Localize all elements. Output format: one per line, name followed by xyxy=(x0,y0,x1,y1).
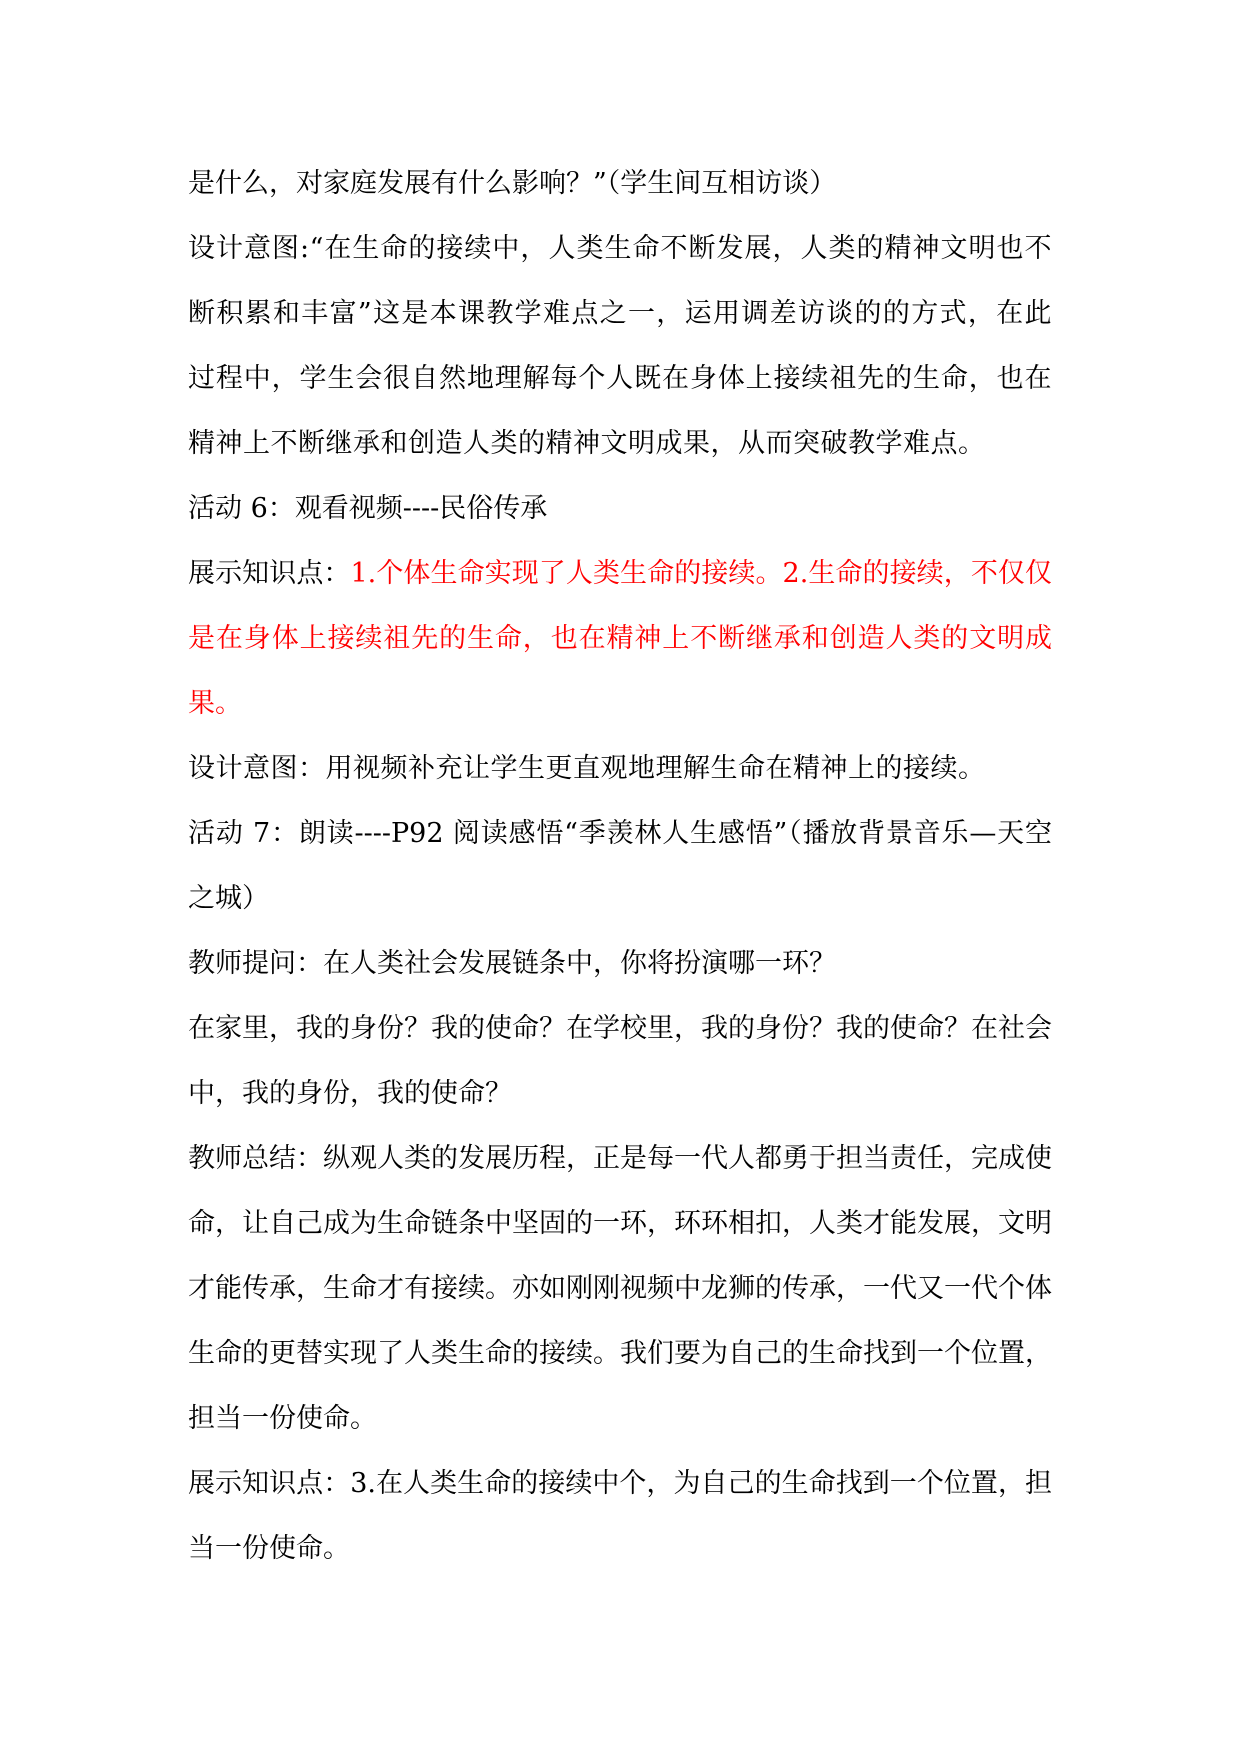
paragraph-teacher-summary: 教师总结：纵观人类的发展历程，正是每一代人都勇于担当责任，完成使命，让自己成为生命链条中坚固的一环，环环相扣，人类才能发展，文明才能传承，生命才有接续。亦如刚刚视频中龙狮的传承，一代又一代个体生命的更替实现了人类生命的接续。我们要为自己的生命找到一个位置，担当一份使命。 xyxy=(188,1143,1052,1434)
paragraph-teacher-question: 教师提问：在人类社会发展链条中，你将扮演哪一环？ xyxy=(188,948,836,979)
paragraph-design-intent-video: 设计意图：用视频补充让学生更直观地理解生命在精神上的接续。 xyxy=(188,753,986,784)
paragraph-design-intent-interview: 设计意图:“在生命的接续中，人类生命不断发展，人类的精神文明也不断积累和丰富”这是本课教学难点之一，运用调差访谈的的方式，在此过程中，学生会很自然地理解每个人既在身体上接续祖先的生命，也在精神上不断继承和创造人类的精神文明成果，从而突破教学难点。 xyxy=(188,233,1052,459)
paragraph-knowledge-points-1-2 xyxy=(188,541,1052,736)
paragraph-interview-question: 是什么，对家庭发展有什么影响？”（学生间互相访谈） xyxy=(188,168,837,199)
paragraph-activity-6: 活动 6：观看视频----民俗传承 xyxy=(188,493,548,524)
paragraph-activity-7: 活动 7：朗读----P92 阅读感悟“季羡林人生感悟”（播放背景音乐—天空之城） xyxy=(188,818,1052,914)
knowledge-label: 展示知识点： xyxy=(188,558,351,589)
knowledge-highlight: 1.个体生命实现了人类生命的接续。2.生命的接续，不仅仅是在身体上接续祖先的生命，也在精神上不断继承和创造人类的文明成果。 xyxy=(188,558,1052,719)
paragraph-identity-mission: 在家里，我的身份？我的使命？在学校里，我的身份？我的使命？在社会中，我的身份，我的使命？ xyxy=(188,1013,1052,1109)
document-body xyxy=(188,151,1052,1581)
paragraph-knowledge-point-3: 展示知识点：3.在人类生命的接续中个，为自己的生命找到一个位置，担当一份使命。 xyxy=(188,1468,1052,1564)
